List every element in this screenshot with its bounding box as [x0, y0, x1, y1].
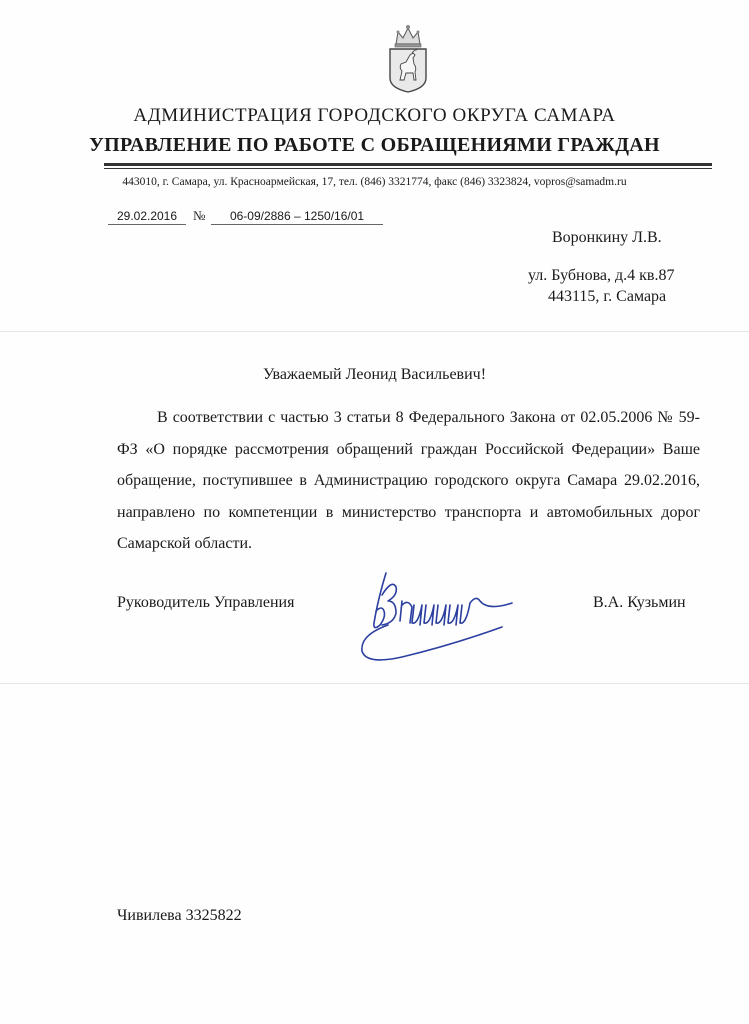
- signatory-title: Руководитель Управления: [117, 594, 295, 611]
- letterhead-rule: [104, 168, 712, 169]
- registration-date: 29.02.2016: [108, 209, 186, 225]
- paper-fold-line: [0, 331, 749, 332]
- samara-coat-of-arms-icon: [384, 22, 432, 94]
- registration-number: 06-09/2886 – 1250/16/01: [211, 209, 383, 225]
- paper-fold-line: [0, 683, 749, 684]
- signatory-name: В.А. Кузьмин: [593, 594, 686, 611]
- letterhead-rule: [104, 163, 712, 166]
- registration-number-label: №: [193, 208, 206, 223]
- recipient-name: Воронкину Л.В.: [552, 229, 662, 246]
- letter-greeting: Уважаемый Леонид Васильевич!: [262, 366, 487, 383]
- letterhead-contacts: 443010, г. Самара, ул. Красноармейская, 17, тел. (846) 3321774, факс (846) 3323824, vopros@samadm.ru: [122, 176, 627, 188]
- handwritten-signature: [352, 565, 522, 670]
- letter-body: В соответствии с частью 3 статьи 8 Федерального Закона от 02.05.2006 № 59-ФЗ «О порядке рассмотрения обращений граждан Российской Федерации» Ваше обращение, поступившее в Администрацию городского округа Самара 29.02.2016, направлено по компетенции в министерство транспорта и автомобильных дорог Самарской области.: [117, 409, 700, 552]
- department-name: УПРАВЛЕНИЕ ПО РАБОТЕ С ОБРАЩЕНИЯМИ ГРАЖДАН: [89, 134, 660, 156]
- organization-name: АДМИНИСТРАЦИЯ ГОРОДСКОГО ОКРУГА САМАРА: [133, 105, 616, 126]
- recipient-address-line1: ул. Бубнова, д.4 кв.87: [528, 267, 675, 284]
- executor-contact: Чивилева 3325822: [117, 907, 242, 924]
- recipient-address-line2: 443115, г. Самара: [548, 288, 667, 305]
